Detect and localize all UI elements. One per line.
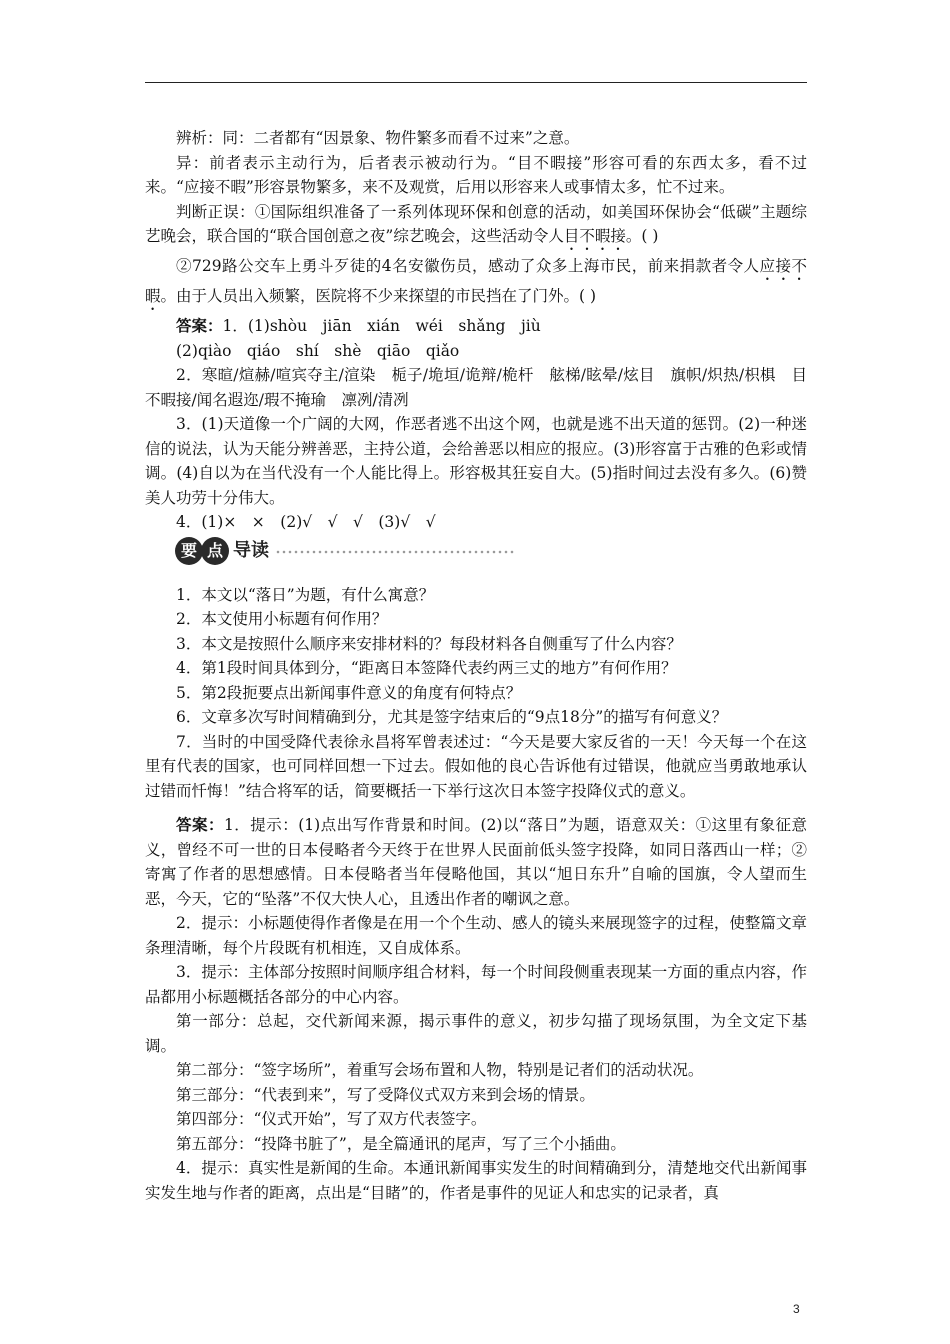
part-summary: 第四部分：“仪式开始”，写了双方代表签字。 <box>176 1110 487 1128</box>
question-item: 1．本文以“落日”为题，有什么寓意？ <box>176 585 435 604</box>
section-badge-1: 要 <box>175 537 203 565</box>
question-item: 7．当时的中国受降代表徐永昌将军曾表述过：“今天是要大家反省的一天！今天每一个在这里有代表的国家，也可同样回想一下过去。假如他的良心告诉他有过错误，他就应当勇敢地承认过错而忏悔！”结合将军的话，简要概括一下举行这次日本签字投降仪式的意义。 <box>145 732 807 800</box>
answer-1-line1: 1．(1)shòu jiān xián wéi shǎng jiù <box>222 317 541 335</box>
answer-2-words: 2．寒暄/煊赫/喧宾夺主/渲染 栀子/垝垣/诡辩/桅杆 舷梯/眩晕/炫目 旗帜/炽热/枳椇 目不暇接/闻名遐迩/瑕不掩瑜 凛冽/清冽 <box>145 366 807 409</box>
answer-3-meanings: 3．(1)天道像一个广阔的大网，作恶者逃不出这个网，也就是逃不出天道的惩罚。(2)一种迷信的说法，认为天能分辨善恶，主持公道，会给善恶以相应的报应。(3)形容富于古雅的色彩或情调。(4)自以为在当代没有一个人能比得上。形容极其狂妄自大。(5)指时间过去没有多久。(6)赞美人功劳十分伟大。 <box>145 415 807 507</box>
part-summary: 第二部分：“签字场所”，着重写会场布置和人物，特别是记者们的活动状况。 <box>176 1061 704 1079</box>
question-item: 3．本文是按照什么顺序来安排材料的？每段材料各自侧重写了什么内容？ <box>176 634 682 653</box>
answer-label: 答案： <box>176 316 223 335</box>
header-rule <box>145 82 807 83</box>
bianxi-diff: 异：前者表示主动行为，后者表示被动行为。“目不暇接”形容可看的东西太多，看不过来。“应接不暇”形容景物繁多，来不及观赏，后用以形容来人或事情太多，忙不过来。 <box>145 153 807 196</box>
part-summary: 第一部分：总起，交代新闻来源，揭示事件的意义，初步勾描了现场氛围，为全文定下基调。 <box>145 1012 807 1055</box>
judge-2-text: ②729路公交车上勇斗歹徒的4名安徽伤员，感动了众多上海市民，前来捐款者令人 <box>176 257 760 275</box>
page-body <box>145 126 807 1205</box>
answer-label: 答案： <box>176 815 224 834</box>
judge-1-emphasis: 目不暇接 <box>563 227 626 245</box>
answer-2-item-4: 4．提示：真实性是新闻的生命。本通讯新闻事实发生的时间精确到分，清楚地交代出新闻事实发生地与作者的距离，点出是“目睹”的，作者是事件的见证人和忠实的记录者，真 <box>145 1159 807 1202</box>
part-summary: 第三部分：“代表到来”，写了受降仪式双方来到会场的情景。 <box>176 1085 595 1104</box>
answer-1-pinyin-a <box>145 314 807 339</box>
judge-2-emphasis: 应接不暇 <box>145 257 807 305</box>
judge-item-1 <box>145 200 807 255</box>
question-item: 2．本文使用小标题有何作用？ <box>176 610 388 628</box>
answer-2-a1: 1．提示：(1)点出写作背景和时间。(2)以“落日”为题，语意双关：①这里有象征意义，曾经不可一世的日本侵略者今天终于在世界人民面前低头签字投降，如同日落西山一样；②寄寓了作者的思想感情。日本侵略者当年侵略他国，其以“旭日东升”自喻的国旗，令人望而生恶，今天，它的“坠落”不仅大快人心，且透出作者的嘲讽之意。 <box>145 816 807 908</box>
section-heading <box>175 537 807 567</box>
section-title: 导读 <box>233 539 269 561</box>
answer-1-pinyin-b: (2)qiào qiáo shí shè qiāo qiǎo <box>176 341 460 360</box>
judge-1-text: 判断正误：①国际组织准备了一系列体现环保和创意的活动，如美国环保协会“低碳”主题综艺晚会，联合国的“联合国创意之夜”综艺晚会，这些活动令人 <box>145 202 807 245</box>
question-item: 5．第2段扼要点出新闻事件意义的角度有何特点？ <box>176 683 522 702</box>
question-list <box>145 583 807 804</box>
answer-2-item-1 <box>145 813 807 911</box>
page-number: 3 <box>793 1302 800 1316</box>
answer-2-item-3: 3．提示：主体部分按照时间顺序组合材料，每一个时间段侧重表现某一方面的重点内容，作品都用小标题概括各部分的中心内容。 <box>145 963 807 1006</box>
question-item: 6．文章多次写时间精确到分，尤其是签字结束后的“9点18分”的描写有何意义？ <box>176 708 728 726</box>
answer-2-item-2: 2．提示：小标题使得作者像是在用一个个生动、感人的镜头来展现签字的过程，使整篇文章条理清晰，每个片段既有机相连，又自成体系。 <box>145 914 807 957</box>
judge-2-blank: 。由于人员出入频繁，医院将不少来探望的市民挡在了门外。( ) <box>160 287 597 305</box>
part-summary: 第五部分：“投降书脏了”，是全篇通讯的尾声，写了三个小插曲。 <box>176 1134 626 1153</box>
section-dotted-divider <box>275 550 515 554</box>
answer-4-judgements: 4．(1)× × (2)√ √ √ (3)√ √ <box>176 513 436 531</box>
judge-1-blank: 。( ) <box>625 227 659 245</box>
section-badge-2: 点 <box>201 537 229 565</box>
question-item: 4．第1段时间具体到分，“距离日本签降代表约两三丈的地方”有何作用？ <box>176 659 677 677</box>
bianxi-same: 辨析：同：二者都有“因景象、物件繁多而看不过来”之意。 <box>176 129 580 147</box>
judge-item-2 <box>145 254 807 314</box>
